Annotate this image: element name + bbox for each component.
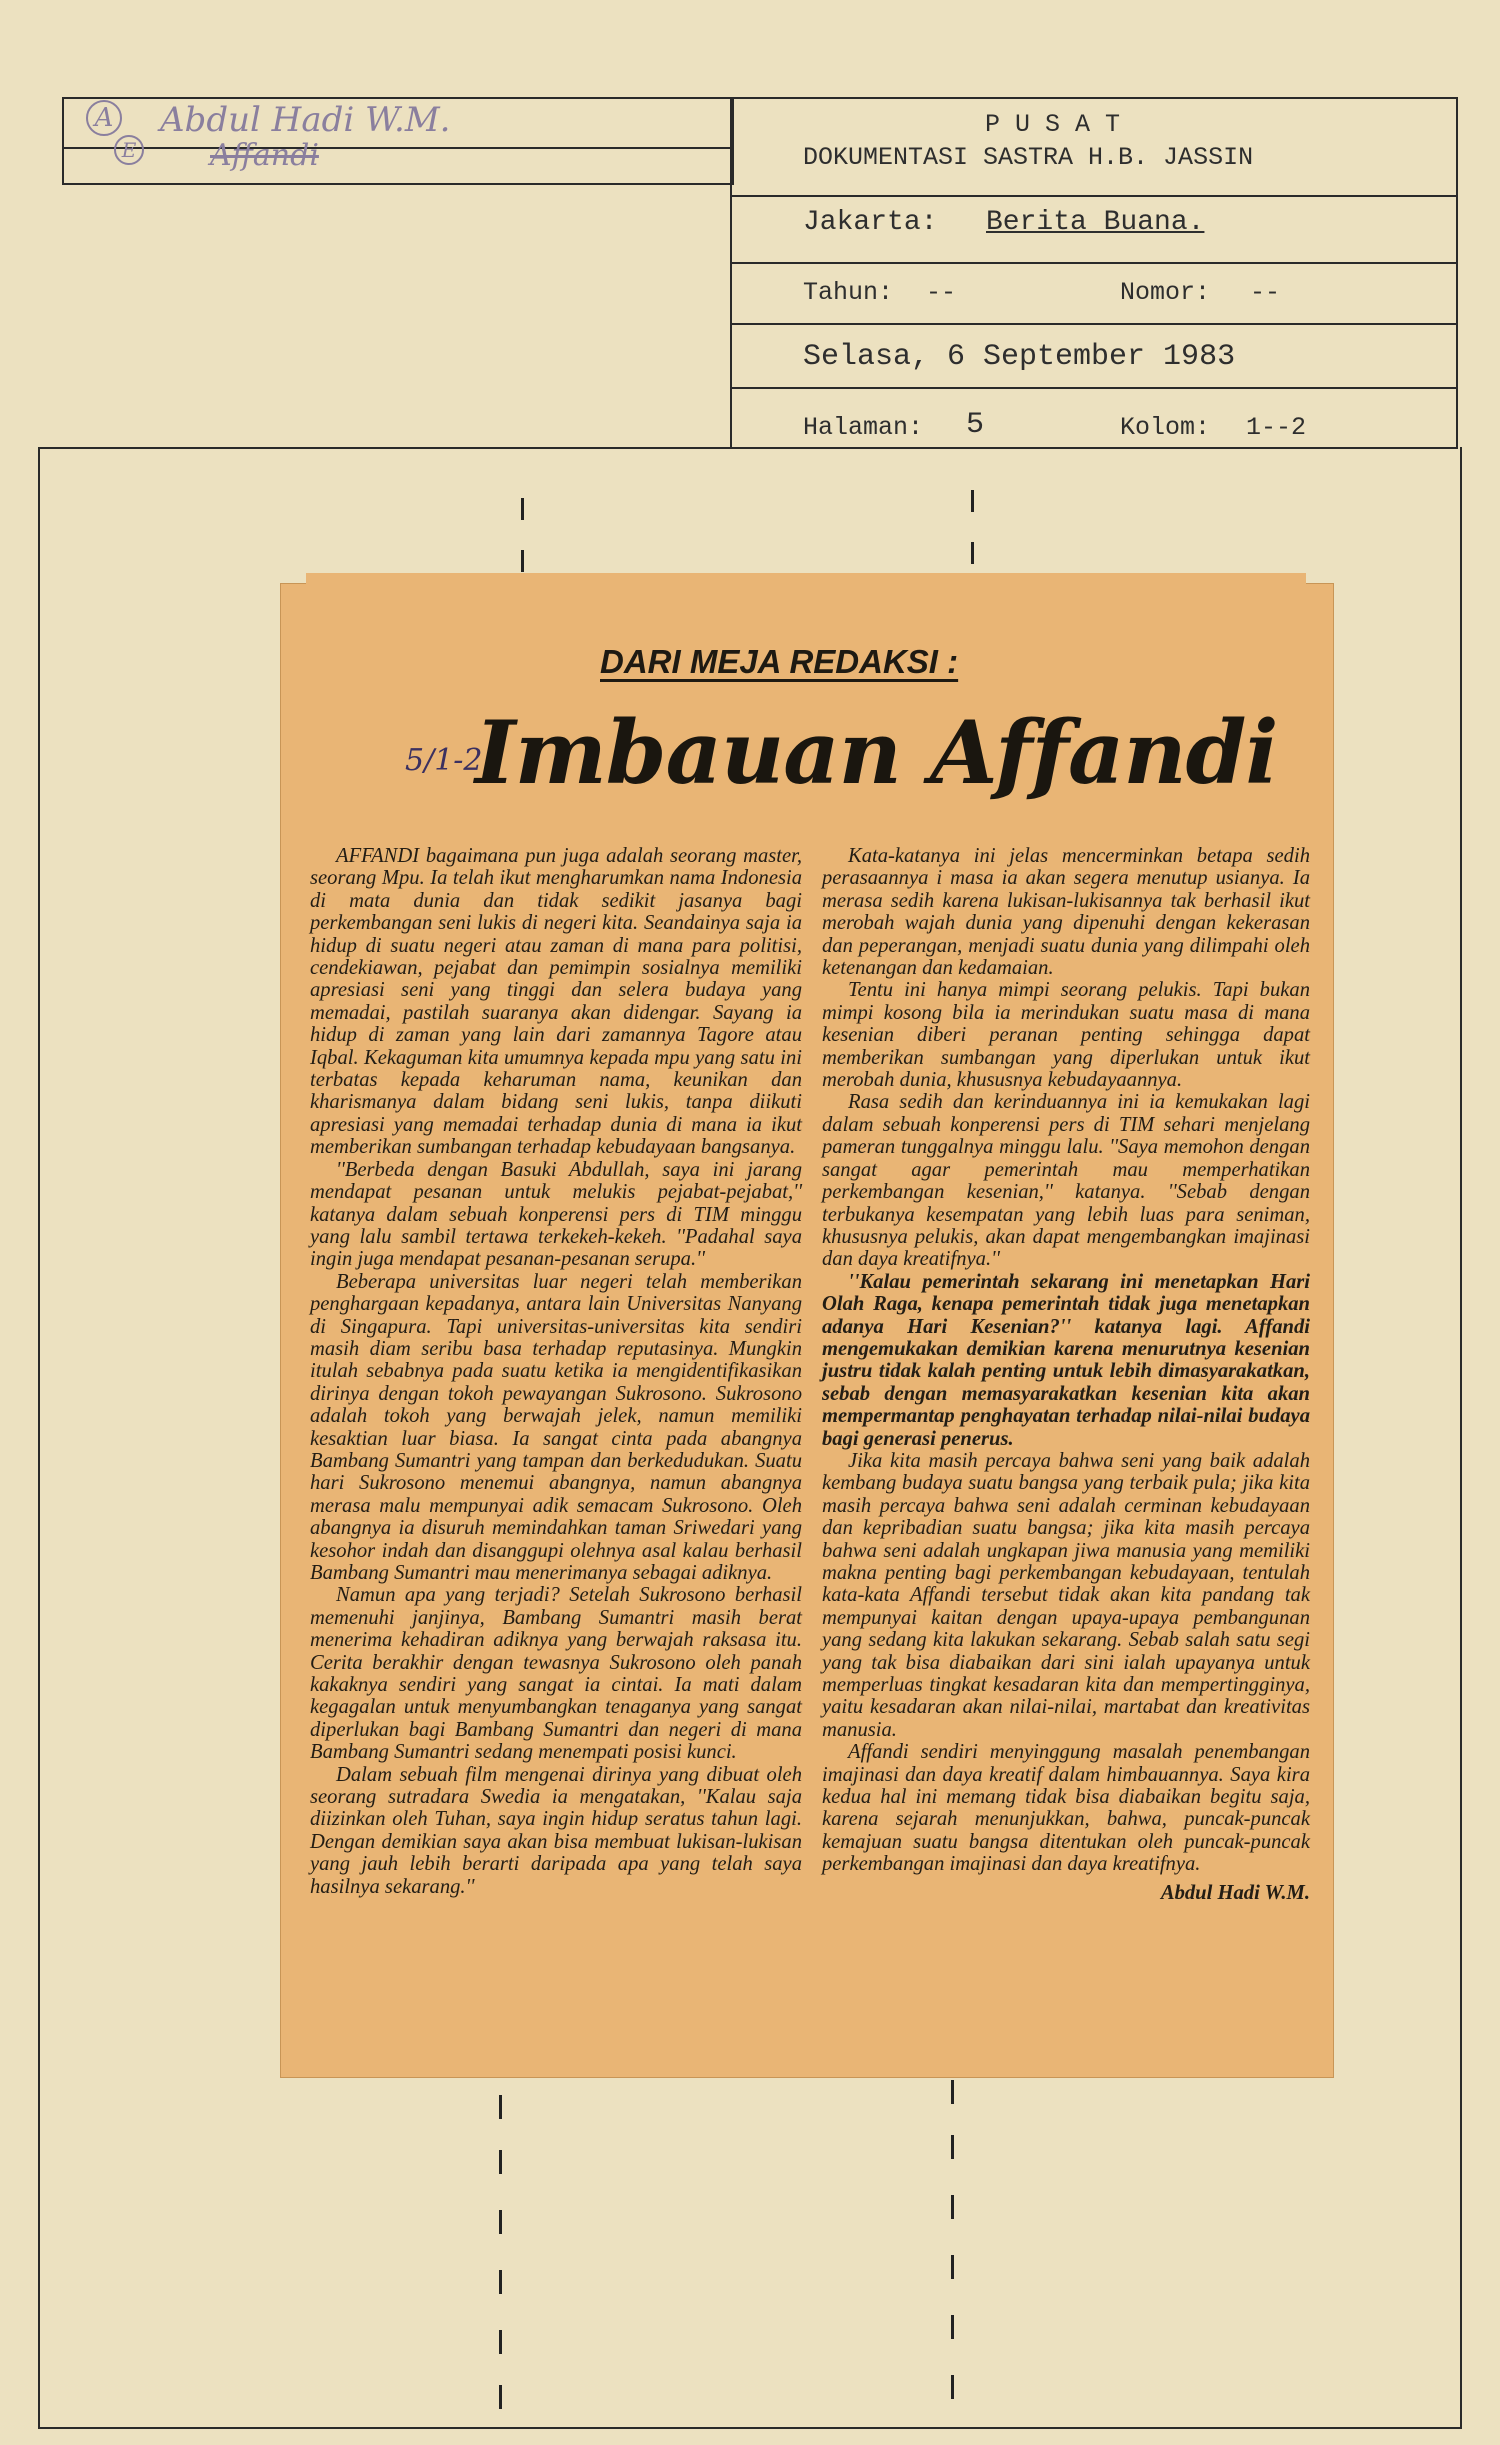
- guide-dash: [951, 2195, 954, 2219]
- row-rule-4: [730, 387, 1458, 389]
- clipping-edge: [306, 573, 1306, 587]
- header-right-edge: [1456, 97, 1458, 449]
- nomor-value: --: [1250, 278, 1281, 307]
- city-label: Jakarta:: [803, 207, 938, 238]
- paragraph: Kata-katanya ini jelas mencerminkan betapa sedih perasaannya i masa ia akan segera menutup usianya. Ia merasa sedih karena lukisan-lukisannya tak berhasil ikut merobah wajah dunia yang dipenuhi dengan kekerasan dan peperangan, menjadi suatu dunia yang dilimpahi oleh ketenangan dan kedamaian.: [822, 845, 1310, 980]
- nomor-label: Nomor:: [1120, 278, 1211, 307]
- header-institution: DOKUMENTASI SASTRA H.B. JASSIN: [803, 143, 1254, 172]
- marginal-note: 5/1-2: [405, 743, 483, 778]
- article-column-2: [822, 845, 1310, 1904]
- newspaper-clipping: [280, 583, 1334, 2078]
- circled-letter-a: A: [86, 100, 122, 136]
- article-column-1: [310, 845, 802, 1898]
- guide-dash: [971, 490, 974, 512]
- paragraph: Tentu ini hanya mimpi seorang pelukis. Tapi bukan mimpi kosong bila ia merindukan suatu masa di mana kesenian diberi peranan penting sehingga dapat memberikan sumbangan yang diperlukan untuk ikut merobah dunia, khususnya kebudayaannya.: [822, 979, 1310, 1092]
- guide-dash: [951, 2255, 954, 2279]
- paragraph: Affandi sendiri menyinggung masalah penembangan imajinasi dan daya kreatif dalam himbauannya. Saya kira kedua hal ini memang tidak bisa diabaikan begitu saja, karena sejarah menunjukkan, bahwa, puncak-puncak kemajuan suatu bangsa ditentukan oleh puncak-puncak perkembangan imajinasi dan daya kreatifnya.: [822, 1741, 1310, 1876]
- guide-dash: [499, 2095, 502, 2119]
- guide-dash: [499, 2270, 502, 2294]
- publication-name: Berita Buana.: [986, 207, 1205, 238]
- guide-dash: [951, 2315, 954, 2339]
- paragraph: Rasa sedih dan kerinduannya ini ia kemukakan lagi dalam sebuah konperensi pers di TIM sehari menjelang pameran tunggalnya minggu lalu. ''Saya memohon dengan sangat agar pemerintah mau memperhatikan perkembangan kesenian,'' katanya. ''Sebab dengan terbukanya kesempatan yang lebih luas para seniman, khususnya pelukis, akan dapat mengembangkan imajinasi dan daya kreatifnya.'': [822, 1091, 1310, 1271]
- paragraph: Namun apa yang terjadi? Setelah Sukrosono berhasil memenuhi janjinya, Bambang Sumantri masih berat menerima kehadiran adiknya yang berwajah raksasa itu. Cerita berakhir dengan tewasnya Sukrosono oleh panah kakaknya sendiri yang sangat ia cintai. Ia mati dalam kegagalan untuk menyumbangkan tenaganya yang sangat diperlukan bagi Bambang Sumantri dan negeri di mana Bambang Sumantri sedang menempati posisi kunci.: [310, 1584, 802, 1764]
- guide-dash: [951, 2375, 954, 2399]
- guide-dash: [499, 2330, 502, 2354]
- header-rule: [62, 147, 732, 149]
- guide-dash: [951, 2135, 954, 2159]
- guide-dash: [521, 498, 524, 520]
- paragraph: ''Berbeda dengan Basuki Abdullah, saya ini jarang mendapat pesanan untuk melukis pejabat-pejabat,'' katanya dalam sebuah konperensi pers di TIM minggu yang lalu sambil tertawa terkekeh-kekeh. ''Padahal saya ingin juga mendapat pesanan-pesanan serupa.'': [310, 1158, 802, 1271]
- guide-dash: [971, 542, 974, 564]
- row-rule-1: [730, 195, 1458, 197]
- guide-dash: [521, 550, 524, 572]
- section-heading: DARI MEJA REDAKSI :: [600, 643, 959, 680]
- paragraph: Dalam sebuah film mengenai dirinya yang dibuat oleh seorang sutradara Swedia ia mengatakan, ''Kalau saja diizinkan oleh Tuhan, saya ingin hidup seratus tahun lagi. Dengan demikian saya akan bisa membuat lukisan-lukisan yang jauh lebih berarti daripada apa yang telah saya hasilnya sekarang.'': [310, 1763, 802, 1898]
- row-rule-3: [730, 323, 1458, 325]
- row-rule-2: [730, 262, 1458, 264]
- tahun-label: Tahun:: [803, 278, 894, 307]
- circled-letter-e: E: [114, 135, 144, 165]
- kolom-label: Kolom:: [1120, 413, 1211, 442]
- paragraph: AFFANDI bagaimana pun juga adalah seorang master, seorang Mpu. Ia telah ikut mengharumkan nama Indonesia di mata dunia dan tidak sedikit jasanya bagi perkembangan seni lukis di negeri kita. Seandainya saja ia hidup di suatu negeri atau zaman di mana para politisi, cendekiawan, pejabat dan pemimpin sosialnya memiliki apresiasi seni yang tinggi dan selera budaya yang memadai, pastilah suaranya akan didengar. Sayang ia hidup di zaman yang lain dari zamannya Tagore atau Iqbal. Kekaguman kita umumnya kepada mpu yang satu ini terbatas kepada keharuman nama, keunikan dan kharismanya dalam bidang seni lukis, tanpa diikuti apresiasi yang memadai terhadap dunia di mana ia ikut memberikan sumbangan terhadap kebudayaan bangsanya.: [310, 845, 802, 1159]
- handwritten-author: Abdul Hadi W.M.: [160, 100, 451, 140]
- halaman-label: Halaman:: [803, 413, 924, 442]
- kolom-value: 1--2: [1246, 413, 1307, 442]
- guide-dash: [951, 2080, 954, 2104]
- date-field: Selasa, 6 September 1983: [803, 340, 1236, 374]
- header-pusat: P U S A T: [985, 110, 1121, 139]
- paragraph: Jika kita masih percaya bahwa seni yang baik adalah kembang budaya suatu bangsa yang terbaik pula; jika kita masih percaya bahwa seni adalah cerminan kebudayaan dan kepribadian suatu bangsa; jika kita masih percaya bahwa seni adalah ungkapan jiwa manusia yang memiliki makna penting bagi perkembangan kebudayaan, tentulah kata-kata Affandi tersebut tidak akan kita pandang tak mempunyai kaitan dengan upaya-upaya pembangunan yang sedang kita lakukan sekarang. Sebab salah satu segi yang tak bisa diabaikan dari sini ialah upayanya untuk memperluas tingkat kesadaran kita dan mempertingginya, yaitu kesadaran akan nilai-nilai, martabat dan kreativitas manusia.: [822, 1449, 1310, 1741]
- paragraph: ''Kalau pemerintah sekarang ini menetapkan Hari Olah Raga, kenapa pemerintah tidak juga menetapkan adanya Hari Kesenian?'' katanya lagi. Affandi mengemukakan demikian karena menurutnya kesenian justru tidak kalah penting untuk lebih dimasyarakatkan, sebab dengan memasyarakatkan kesenian kita akan mempermantap penghayatan terhadap nilai-nilai budaya bagi generasi penerus.: [822, 1270, 1310, 1450]
- header-top-rule: [730, 97, 1458, 99]
- article-title: Imbauan Affandi: [475, 701, 1278, 804]
- header-divider: [730, 97, 732, 449]
- guide-dash: [499, 2385, 502, 2409]
- row-rule-5: [38, 447, 1458, 449]
- halaman-value: 5: [966, 408, 985, 442]
- guide-dash: [499, 2150, 502, 2174]
- handwritten-subject: Affandi: [210, 138, 319, 173]
- author-signature: Abdul Hadi W.M.: [1160, 1881, 1310, 1904]
- guide-dash: [499, 2210, 502, 2234]
- tahun-value: --: [926, 278, 957, 307]
- paragraph: Beberapa universitas luar negeri telah memberikan penghargaan kepadanya, antara lain Universitas Nanyang di Singapura. Tapi universitas-universitas kita sendiri masih diam seribu basa terhadap reputasinya. Mungkin itulah sebabnya pada suatu ketika ia mengidentifikasikan dirinya dengan tokoh pewayangan Sukrosono. Sukrosono adalah tokoh yang berwajah jelek, namun memiliki kesaktian luar biasa. Ia sangat cinta pada abangnya Bambang Sumantri yang tampan dan berkedudukan. Suatu hari Sukrosono menemui abangnya, namun abangnya merasa malu mempunyai adik semacam Sukrosono. Oleh abangnya ia disuruh memindahkan taman Sriwedari yang kesohor indah dan disanggupi olehnya asal kalau berhasil Bambang Sumantri mau menerimanya sebagai adiknya.: [310, 1270, 802, 1584]
